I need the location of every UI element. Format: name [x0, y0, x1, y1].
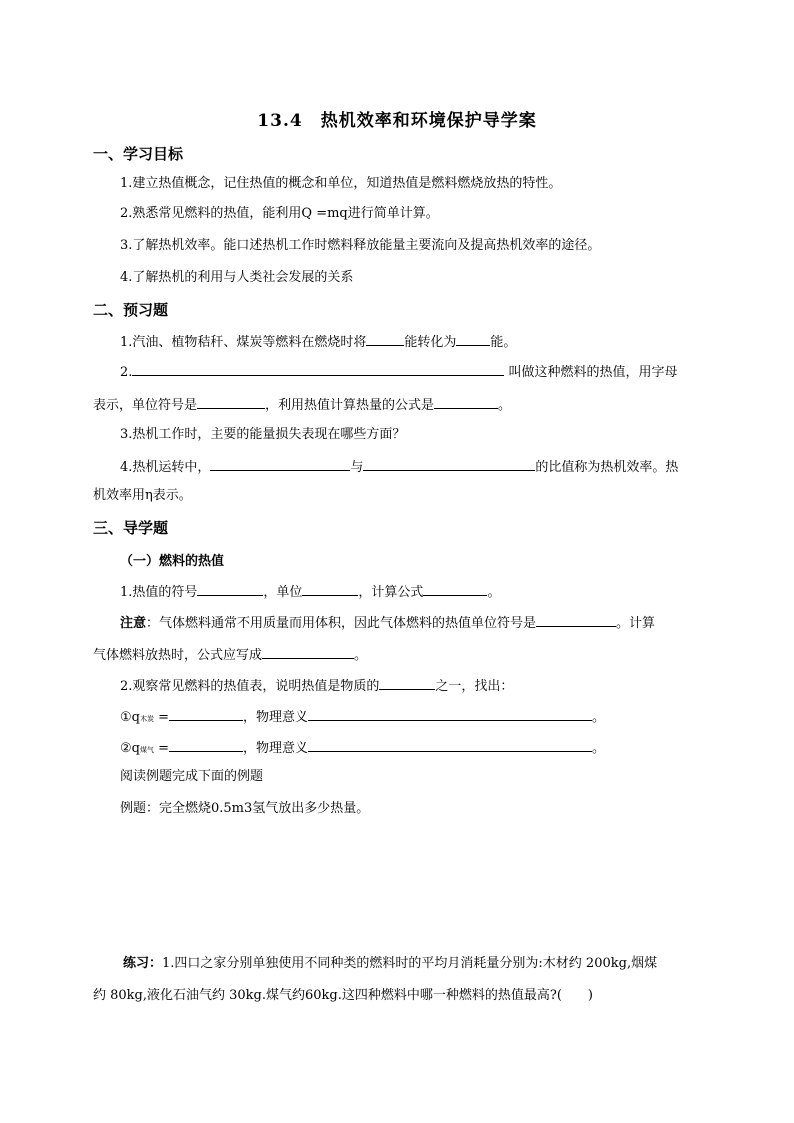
- section-heading-preview: 二、预习题: [93, 301, 169, 319]
- goal-item-2: 2.熟悉常见燃料的热值，能利用Q =mq进行简单计算。: [120, 206, 439, 221]
- q2-text-e: 。: [498, 398, 512, 413]
- practice-line-2: 约 80kg,液化石油气约 30kg.煤气约60kg.这四种燃料中哪一种燃料的热值最高?( ): [93, 988, 593, 1003]
- goal-item-4: 4.了解热机的利用与人类社会发展的关系: [120, 270, 354, 285]
- r1-subscript: 木炭: [139, 715, 154, 723]
- preview-question-1: [120, 332, 516, 351]
- note-text-d: 。: [354, 648, 368, 663]
- section-heading-guided: 三、导学题: [93, 519, 169, 537]
- blank[interactable]: [302, 582, 358, 596]
- blank[interactable]: [456, 332, 490, 346]
- g1-text-a: 1.热值的符号: [120, 585, 198, 600]
- note-text-a: ：气体燃料通常不用质量而用体积，因此气体燃料的热值单位符号是: [146, 616, 537, 631]
- r2-text-a: ②q: [120, 741, 140, 756]
- g2-text-b: 之一，找出：: [435, 679, 514, 694]
- r1-text-a: ①q: [120, 710, 140, 725]
- q1-text-b: 能转化为: [404, 335, 457, 350]
- note-label: 注意: [120, 616, 147, 631]
- q4-text-b: 与: [350, 460, 364, 475]
- r2-text-c: ，物理意义: [243, 741, 309, 756]
- r1-text-b: =: [153, 710, 170, 725]
- q4-text-a: 4.热机运转中，: [120, 460, 211, 475]
- read-instruction: 阅读例题完成下面的例题: [120, 769, 264, 784]
- preview-question-2: [120, 362, 678, 381]
- preview-question-2-cont: [93, 395, 511, 414]
- preview-question-3: 3.热机工作时，主要的能量损失表现在哪些方面？: [120, 427, 406, 442]
- section-heading-goals: 一、学习目标: [93, 145, 184, 163]
- heat-value-row-gas: [120, 738, 605, 758]
- q2-text-b: 叫做这种燃料的热值，用字母: [508, 365, 678, 380]
- blank[interactable]: [434, 395, 498, 409]
- practice-text-1: 1.四口之家分别单独使用不同种类的燃料时的平均月消耗量分别为:木材约 200kg,烟煤: [162, 956, 658, 971]
- blank[interactable]: [308, 707, 592, 721]
- q1-text-c: 能。: [490, 335, 517, 350]
- blank[interactable]: [423, 582, 487, 596]
- r1-text-d: 。: [592, 710, 606, 725]
- guided-question-2: [120, 676, 513, 695]
- g1-text-c: ，计算公式: [358, 585, 424, 600]
- practice-line-1: [123, 956, 657, 972]
- preview-question-4-cont: 机效率用η表示。: [93, 488, 192, 503]
- example-question: 例题：完全燃烧0.5m3氢气放出多少热量。: [120, 801, 370, 816]
- blank[interactable]: [379, 676, 435, 690]
- blank[interactable]: [210, 457, 350, 471]
- g2-text-a: 2.观察常见燃料的热值表，说明热值是物质的: [120, 679, 380, 694]
- preview-question-4: [120, 457, 678, 476]
- r1-text-c: ，物理意义: [243, 710, 309, 725]
- heat-value-row-charcoal: [120, 707, 605, 727]
- q2-text-c: 表示，单位符号是: [93, 398, 198, 413]
- guided-question-1: [120, 582, 500, 601]
- note-line-cont: [93, 645, 367, 664]
- goal-item-1: 1.建立热值概念，记住热值的概念和单位，知道热值是燃料燃烧放热的特性。: [120, 176, 562, 191]
- note-text-c: 气体燃料放热时，公式应写成: [93, 648, 263, 663]
- blank[interactable]: [197, 395, 265, 409]
- page-title: 13.4 热机效率和环境保护导学案: [257, 111, 537, 131]
- q4-text-c: 的比值称为热机效率。热: [535, 460, 679, 475]
- blank[interactable]: [169, 707, 243, 721]
- sub-heading-fuel-heat-value: （一）燃料的热值: [120, 554, 225, 569]
- r2-text-d: 。: [592, 741, 606, 756]
- blank[interactable]: [197, 582, 263, 596]
- note-line: [120, 613, 655, 632]
- practice-label: 练习：: [123, 956, 163, 971]
- note-text-b: 。计算: [616, 616, 656, 631]
- blank[interactable]: [132, 362, 504, 376]
- blank[interactable]: [169, 738, 243, 752]
- q2-text-a: 2.: [120, 365, 133, 380]
- g1-text-b: ，单位: [263, 585, 303, 600]
- r2-text-b: =: [153, 741, 170, 756]
- q2-text-d: ，利用热值计算热量的公式是: [265, 398, 435, 413]
- blank[interactable]: [536, 613, 616, 627]
- q1-text-a: 1.汽油、植物秸秆、煤炭等燃料在燃烧时将: [120, 335, 367, 350]
- blank[interactable]: [363, 457, 535, 471]
- goal-item-3: 3.了解热机效率。能口述热机工作时燃料释放能量主要流向及提高热机效率的途径。: [120, 238, 601, 253]
- blank[interactable]: [366, 332, 404, 346]
- g1-text-d: 。: [487, 585, 501, 600]
- blank[interactable]: [262, 645, 354, 659]
- r2-subscript: 煤气: [139, 746, 154, 754]
- blank[interactable]: [308, 738, 592, 752]
